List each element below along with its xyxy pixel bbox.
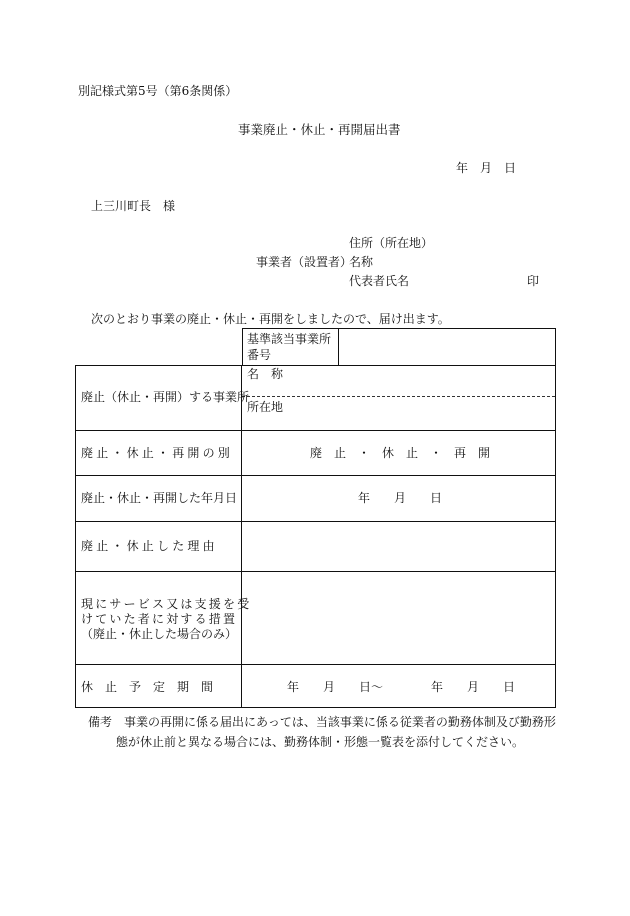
name-label: 名称	[349, 255, 374, 269]
table-border	[555, 328, 556, 366]
table-border	[75, 365, 76, 708]
reason-field[interactable]	[243, 523, 554, 569]
table-border	[242, 396, 555, 397]
type-label: 廃止・休止・再開の別	[81, 446, 234, 460]
table-border	[555, 365, 556, 708]
table-border	[242, 328, 243, 366]
reason-label: 廃止・休止した理由	[81, 539, 218, 553]
remark-line-1: 備考 事業の再開に係る届出にあっては、当該事業に係る従業者の勤務体制及び勤務形	[88, 715, 556, 729]
facility-name-label: 名 称	[247, 367, 284, 381]
intro-text: 次のとおり事業の廃止・休止・再開をしましたので、届け出ます。	[91, 312, 450, 326]
table-border	[338, 328, 339, 366]
measures-label-3: （廃止・休止した場合のみ）	[81, 627, 238, 641]
date-label: 廃止・休止・再開した年月日	[81, 491, 238, 505]
form-number: 別記様式第5号（第6条関係）	[78, 84, 238, 98]
period-label: 休 止 予 定 期 間	[81, 680, 214, 694]
facility-address-label: 所在地	[247, 400, 284, 414]
table-border	[75, 521, 556, 522]
table-border	[75, 664, 556, 665]
table-border	[75, 707, 556, 708]
notifier-label: 事業者（設置者）	[256, 255, 353, 269]
date-value[interactable]: 年 月 日	[358, 491, 443, 505]
table-border	[242, 328, 556, 329]
table-border	[241, 365, 242, 708]
office-number-label-2: 番号	[247, 348, 272, 362]
addressee: 上三川町長 様	[91, 199, 176, 213]
type-options[interactable]: 廃 止 ・ 休 止 ・ 再 開	[310, 446, 491, 460]
document-title: 事業廃止・休止・再開届出書	[238, 122, 401, 137]
facility-label: 廃止（休止・再開）する事業所	[81, 390, 250, 404]
measures-label-2: けていた者に対する措置	[81, 612, 238, 626]
period-value[interactable]: 年 月 日～ 年 月 日	[287, 680, 516, 694]
remark-line-2: 態が休止前と異なる場合には、勤務体制・形態一覧表を添付してください。	[116, 735, 525, 749]
representative-label: 代表者氏名	[349, 274, 410, 288]
facility-name-field[interactable]	[300, 367, 554, 395]
submission-date: 年 月 日	[456, 161, 517, 175]
facility-address-field[interactable]	[300, 398, 554, 428]
office-number-field[interactable]	[340, 330, 554, 364]
address-label: 住所（所在地）	[349, 236, 434, 250]
office-number-label: 基準該当事業所	[247, 332, 332, 346]
table-border	[75, 430, 556, 431]
measures-label: 現にサービス又は支援を受	[81, 597, 252, 611]
seal-mark: 印	[527, 274, 540, 288]
table-border	[75, 475, 556, 476]
measures-field[interactable]	[243, 573, 554, 662]
table-border	[75, 365, 556, 366]
table-border	[75, 571, 556, 572]
